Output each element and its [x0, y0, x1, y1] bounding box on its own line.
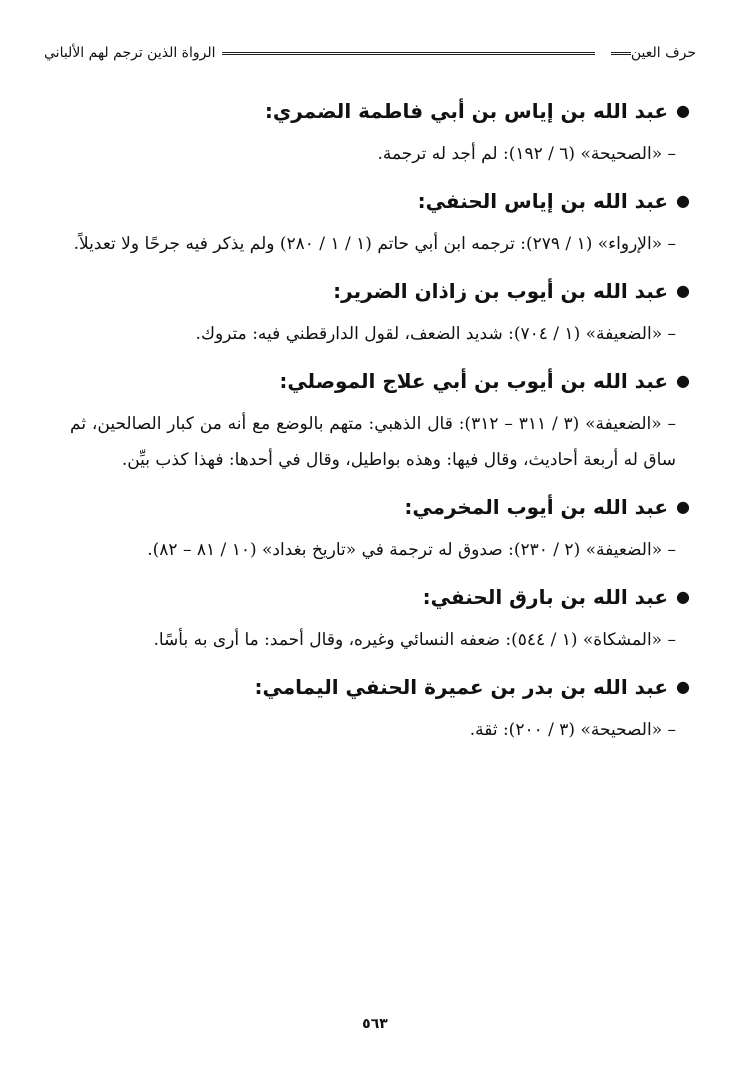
narrator-name: عبد الله بن بدر بن عميرة الحنفي اليمامي:	[254, 675, 669, 699]
narrator-name-row	[70, 582, 690, 612]
bullet-icon: ●	[676, 191, 690, 210]
narrator-name: عبد الله بن أيوب المخرمي:	[404, 495, 669, 519]
narrator-name: عبد الله بن بارق الحنفي:	[422, 585, 669, 609]
narrator-name: عبد الله بن إياس الحنفي:	[417, 189, 669, 213]
book-title: الرواة الذين ترجم لهم الألباني	[44, 45, 216, 61]
list-item	[70, 672, 690, 748]
bullet-icon: ●	[676, 371, 690, 390]
narrator-reference: – «الصحيحة» (٦ / ١٩٢): لم أجد له ترجمة.	[377, 144, 676, 164]
narrator-reference: – «الضعيفة» (٣ / ٣١١ – ٣١٢): قال الذهبي: متهم بالوضع مع أنه من كبار الصالحين، ثم ساق له أربعة أحاديث، وقال فيها: وهذه بواطيل، وقال في أحدها: فهذا كذب بيِّن.	[70, 414, 676, 470]
bullet-icon: ●	[676, 101, 690, 120]
header-rule-short	[611, 52, 631, 55]
header-rule-long	[222, 52, 595, 55]
narrator-name: عبد الله بن أيوب بن أبي علاج الموصلي:	[279, 369, 669, 393]
narrator-reference: – «الإرواء» (١ / ٢٧٩): ترجمه ابن أبي حاتم (١ / ١ / ٢٨٠) ولم يذكر فيه جرحًا ولا تعديلاً.	[73, 234, 676, 254]
page-number: ٥٦٣	[362, 1016, 388, 1032]
narrator-name-row	[70, 96, 690, 126]
narrator-reference: – «الضعيفة» (١ / ٧٠٤): شديد الضعف، لقول الدارقطني فيه: متروك.	[195, 324, 676, 344]
narrator-reference: – «الضعيفة» (٢ / ٢٣٠): صدوق له ترجمة في «تاريخ بغداد» (١٠ / ٨١ – ٨٢).	[147, 540, 676, 560]
bullet-icon: ●	[676, 497, 690, 516]
list-item	[70, 186, 690, 262]
list-item	[70, 366, 690, 478]
narrator-name-row	[70, 186, 690, 216]
list-item	[70, 96, 690, 172]
narrator-reference: – «المشكاة» (١ / ٥٤٤): ضعفه النسائي وغيره، وقال أحمد: ما أرى به بأسًا.	[153, 630, 676, 650]
bullet-icon: ●	[676, 677, 690, 696]
narrator-name-row	[70, 276, 690, 306]
entries-list	[70, 96, 690, 762]
narrator-name-row	[70, 366, 690, 396]
narrator-name-row	[70, 672, 690, 702]
chapter-title: حرف العين	[630, 45, 696, 61]
narrator-reference: – «الصحيحة» (٣ / ٢٠٠): ثقة.	[469, 720, 676, 740]
list-item	[70, 492, 690, 568]
bullet-icon: ●	[676, 281, 690, 300]
narrator-name-row	[70, 492, 690, 522]
narrator-name: عبد الله بن إياس بن أبي فاطمة الضمري:	[264, 99, 669, 123]
list-item	[70, 582, 690, 658]
narrator-name: عبد الله بن أيوب بن زاذان الضرير:	[333, 279, 669, 303]
list-item	[70, 276, 690, 352]
page-header	[44, 36, 696, 70]
bullet-icon: ●	[676, 587, 690, 606]
